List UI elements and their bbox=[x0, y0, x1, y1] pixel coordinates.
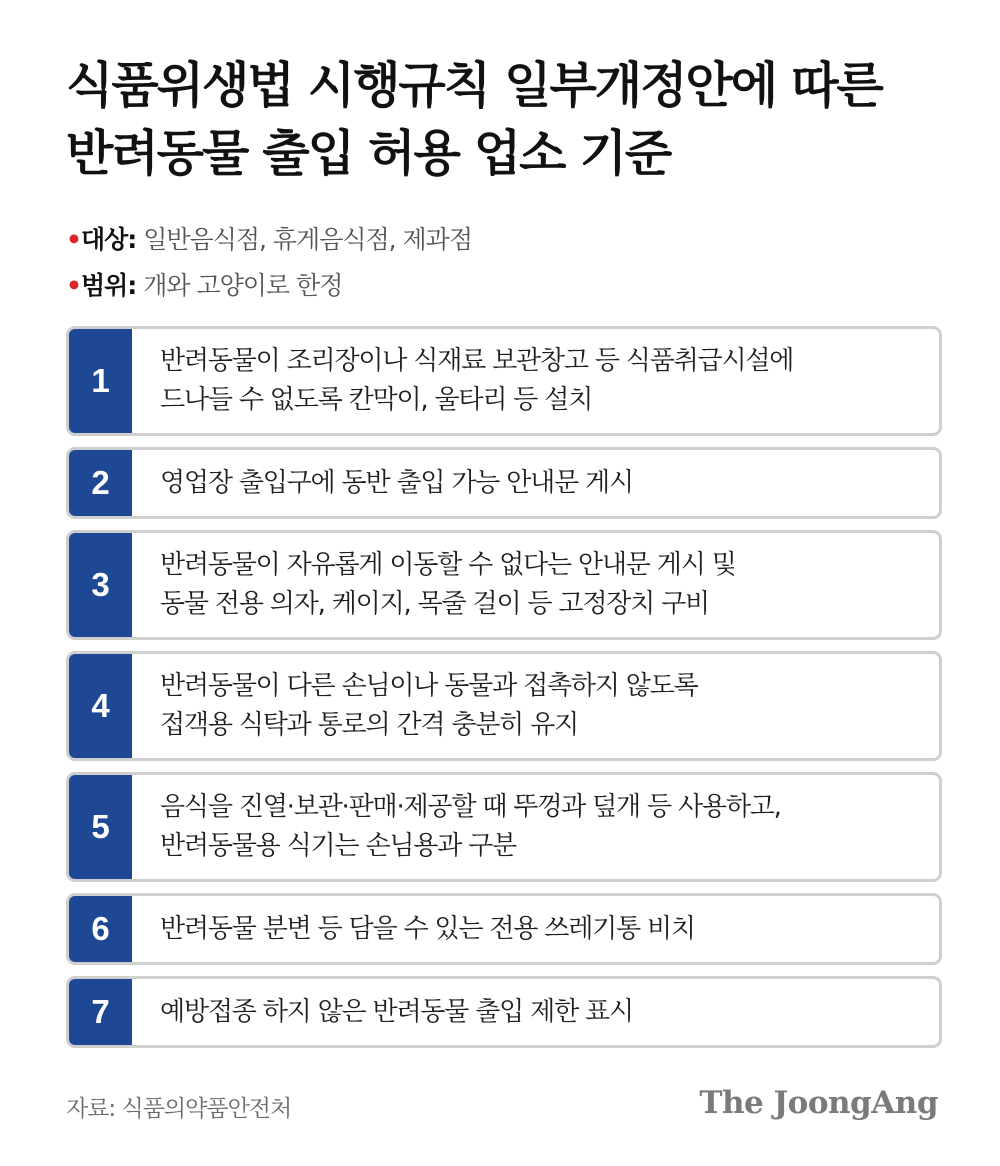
item-text bbox=[160, 329, 927, 433]
meta-scope-value: 개와 고양이로 한정 bbox=[136, 271, 343, 300]
brand-logo: The JoongAng bbox=[699, 1085, 938, 1121]
item-text-line: 반려동물 분변 등 담을 수 있는 전용 쓰레기통 비치 bbox=[160, 913, 695, 944]
item-number-badge: 5 bbox=[69, 775, 132, 879]
page-title-line-2: 반려동물 출입 허용 업소 기준 bbox=[66, 125, 671, 182]
criteria-item-2 bbox=[66, 447, 942, 519]
item-text-line: 음식을 진열·보관·판매·제공할 때 뚜껑과 덮개 등 사용하고, bbox=[160, 792, 781, 822]
item-text-line: 반려동물이 다른 손님이나 동물과 접촉하지 않도록 bbox=[160, 671, 698, 701]
item-text-line: 반려동물이 조리장이나 식재료 보관창고 등 식품취급시설에 bbox=[160, 346, 794, 376]
meta-target-key: 대상: bbox=[80, 225, 137, 254]
criteria-item-5 bbox=[66, 772, 942, 882]
source-credit: 자료: 식품의약품안전처 bbox=[66, 1096, 292, 1122]
item-text-line: 예방접종 하지 않은 반려동물 출입 제한 표시 bbox=[160, 996, 633, 1027]
criteria-item-4 bbox=[66, 651, 942, 761]
item-text-line: 접객용 식탁과 통로의 간격 충분히 유지 bbox=[160, 710, 578, 740]
item-number-badge: 3 bbox=[69, 533, 132, 637]
item-number-badge: 1 bbox=[69, 329, 132, 433]
meta-target bbox=[66, 220, 472, 256]
criteria-item-6 bbox=[66, 893, 942, 965]
item-number-badge: 4 bbox=[69, 654, 132, 758]
item-text bbox=[160, 533, 927, 637]
item-text bbox=[160, 979, 927, 1045]
meta-scope-key: 범위: bbox=[80, 271, 137, 300]
item-text-line: 반려동물이 자유롭게 이동할 수 없다는 안내문 게시 및 bbox=[160, 550, 736, 580]
item-text bbox=[160, 775, 927, 879]
item-text-line: 드나들 수 없도록 칸막이, 울타리 등 설치 bbox=[160, 385, 593, 415]
item-text-line: 동물 전용 의자, 케이지, 목줄 걸이 등 고정장치 구비 bbox=[160, 589, 709, 619]
item-text-line: 영업장 출입구에 동반 출입 가능 안내문 게시 bbox=[160, 467, 633, 498]
page-title-line-1: 식품위생법 시행규칙 일부개정안에 따른 bbox=[66, 57, 882, 114]
item-number-badge: 6 bbox=[69, 896, 132, 962]
item-text-line: 반려동물용 식기는 손님용과 구분 bbox=[160, 831, 517, 861]
item-number-badge: 7 bbox=[69, 979, 132, 1045]
item-text bbox=[160, 450, 927, 516]
bullet-icon: • bbox=[66, 225, 81, 254]
page-title bbox=[66, 52, 946, 188]
meta-scope bbox=[66, 266, 342, 302]
meta-target-value: 일반음식점, 휴게음식점, 제과점 bbox=[136, 225, 472, 254]
item-text bbox=[160, 896, 927, 962]
criteria-item-1 bbox=[66, 326, 942, 436]
bullet-icon: • bbox=[66, 271, 81, 300]
item-text bbox=[160, 654, 927, 758]
criteria-item-7 bbox=[66, 976, 942, 1048]
item-number-badge: 2 bbox=[69, 450, 132, 516]
criteria-item-3 bbox=[66, 530, 942, 640]
